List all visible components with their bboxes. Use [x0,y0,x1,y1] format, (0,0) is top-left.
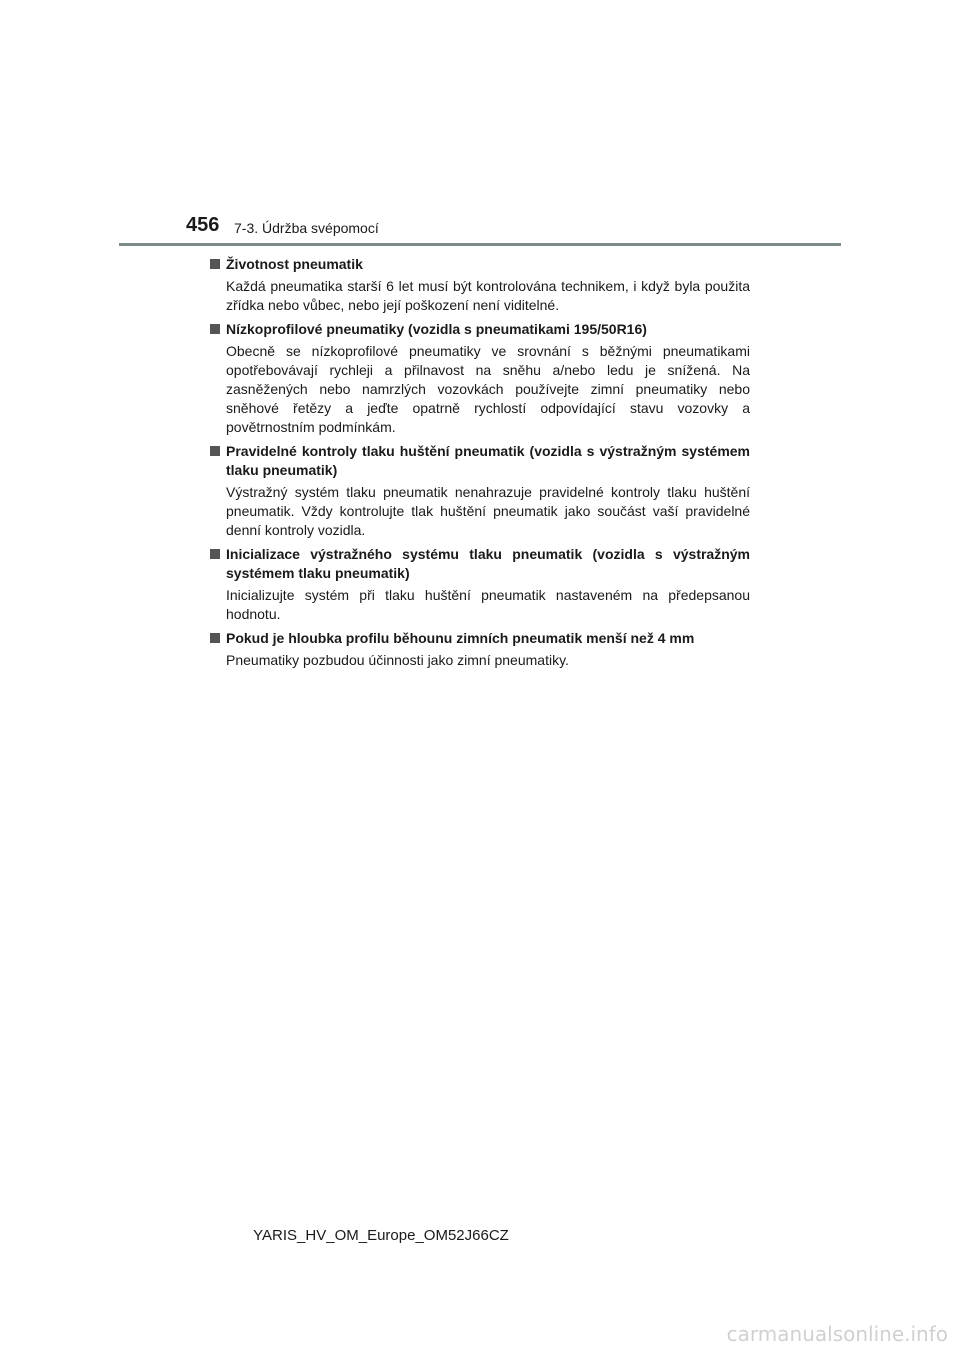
content-item [210,255,750,315]
header-divider [119,243,841,246]
page-content [210,255,750,675]
content-item [210,629,750,670]
page-footer [0,1226,960,1246]
item-heading [210,545,750,583]
document-code: YARIS_HV_OM_Europe_OM52J66CZ [253,1227,509,1244]
item-heading [210,442,750,480]
section-title: 7-3. Údržba svépomocí [234,220,379,236]
item-heading-text: Pravidelné kontroly tlaku huštění pneumatik (vozidla s výstražným systémem tlaku pneumatik) [226,443,750,478]
item-heading [210,320,750,339]
page-number: 456 [186,214,220,236]
item-body: Každá pneumatika starší 6 let musí být kontrolována technikem, i když byla použita zřídka nebo vůbec, nebo její poškození není viditelné. [226,278,750,313]
item-body: Pneumatiky pozbudou účinnosti jako zimní pneumatiky. [226,652,569,668]
square-bullet-icon [210,259,220,269]
content-item [210,442,750,540]
square-bullet-icon [210,446,220,456]
item-heading [210,629,750,648]
item-heading-text: Pokud je hloubka profilu běhounu zimních pneumatik menší než 4 mm [226,630,695,646]
square-bullet-icon [210,324,220,334]
item-heading [210,255,750,274]
content-item [210,545,750,624]
content-item [210,320,750,437]
item-body: Inicializujte systém při tlaku huštění pneumatik nastaveném na předepsanou hodnotu. [226,587,750,622]
square-bullet-icon [210,549,220,559]
item-body: Obecně se nízkoprofilové pneumatiky ve srovnání s běžnými pneumatikami opotřebovávají rychleji a přilnavost na sněhu a/nebo ledu je snížená. Na zasněžených nebo namrzlých vozovkách používejte zimní pneumatiky nebo sněhové řetězy a jeďte opatrně rychlostí odpovídající stavu vozovky a povětrnostním podmínkám. [226,343,750,435]
item-heading-text: Životnost pneumatik [226,256,363,272]
watermark: carmanualsonline.info [726,1322,948,1346]
item-body: Výstražný systém tlaku pneumatik nenahrazuje pravidelné kontroly tlaku huštění pneumatik. Vždy kontrolujte tlak huštění pneumatik jako součást vaší pravidelné denní kontroly vozidla. [226,484,750,538]
item-heading-text: Nízkoprofilové pneumatiky (vozidla s pneumatikami 195/50R16) [226,321,647,337]
square-bullet-icon [210,633,220,643]
item-heading-text: Inicializace výstražného systému tlaku pneumatik (vozidla s výstražným systémem tlaku pneumatik) [226,546,750,581]
